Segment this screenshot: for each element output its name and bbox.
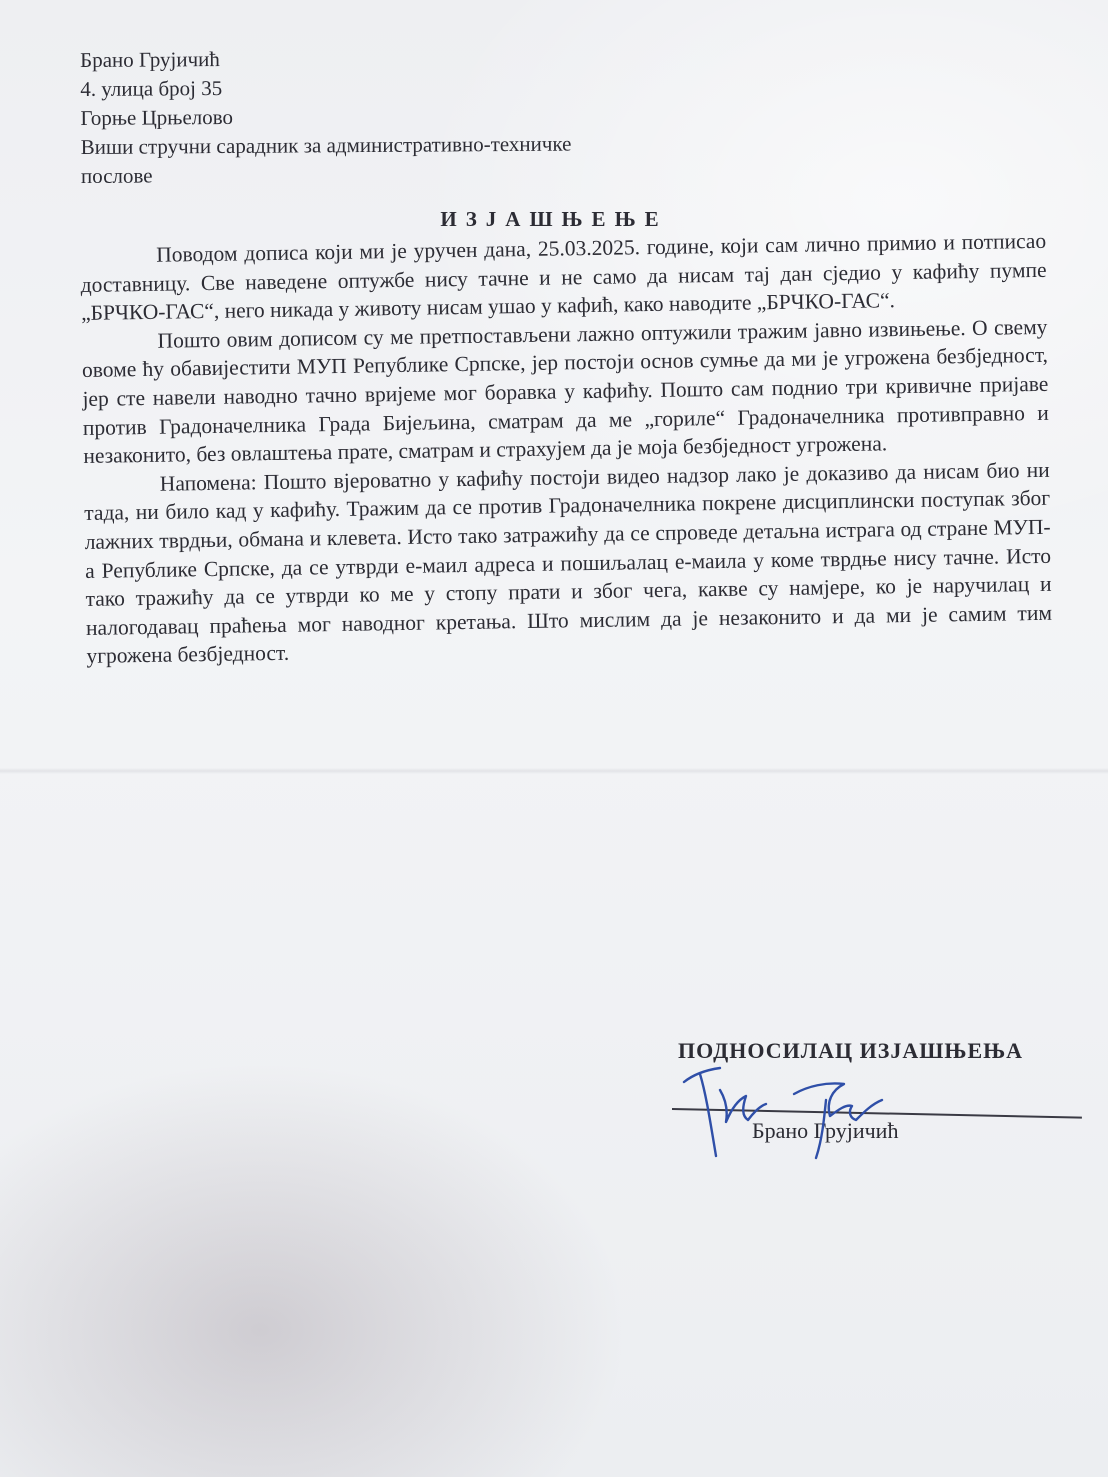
sender-position-continued: послове	[80, 163, 153, 188]
document-body	[80, 227, 1053, 671]
signature-title: ПОДНОСИЛАЦ ИЗЈАШЊЕЊА	[678, 1038, 1024, 1063]
sender-name: Брано Грујичић	[80, 47, 220, 72]
paper-fold	[0, 768, 1108, 774]
document-title: ИЗЈАШЊЕЊЕ	[440, 207, 668, 231]
body-paragraph: Пошто овим дописом су ме претпостављени лажно оптужили тражим јавно извињење. О свему овоме ћу обавијестити МУП Републике Српске, јер постоји основ сумње да ми је угрожена безбједност, јер сте навели наводно тачно вријеме мог боравка у кафићу. Пошто сам поднио три кривичне пријаве против Градоначелника Града Бијељина, сматрам да ме „гориле“ Градоначелника противправно и незаконито, без овлаштења прате, сматрам и страхујем да је моја безбједност угрожена.	[81, 314, 1049, 469]
body-paragraph: Поводом дописа који ми је уручен дана, 25.03.2025. године, који сам лично примио и потписао доставницу. Све наведене оптужбе нису тачне и не само да нисам тај дан сједио у кафићу пумпе „БРЧКО-ГАС“, него никада у животу нисам ушао у кафић, како наводите „БРЧКО-ГАС“.	[80, 228, 1047, 326]
note-paragraph: Напомена: Пошто вјероватно у кафићу постоји видео надзор лако је доказиво да нисам био ни тада, ни било кад у кафићу. Тражим да се против Градоначелника покрене дисциплински поступак због лажних тврдњи, обмана и клевета. Исто тако затражићу да се спроведе детаљна истрага од стране МУП-а Републике Српске, да се утврди е-маил адреса и пошиљалац е-маила у коме тврдње нису тачне. Исто тако тражићу да се утврди ко ме у стопу прати и због чега, какве су намјере, ко је наручилац и налогодавац праћења мог наводног кретања. Што мислим да је незаконито и да ми је самим тим угрожена безбједност.	[84, 457, 1053, 669]
signatory-name: Брано Грујичић	[752, 1118, 899, 1143]
sender-block	[80, 43, 572, 191]
sender-place: Горње Црњелово	[80, 104, 234, 130]
handwritten-signature	[676, 1060, 906, 1160]
sender-position: Виши стручни сарадник за административно-техничке	[80, 131, 572, 159]
sender-street: 4. улица број 35	[80, 76, 223, 101]
